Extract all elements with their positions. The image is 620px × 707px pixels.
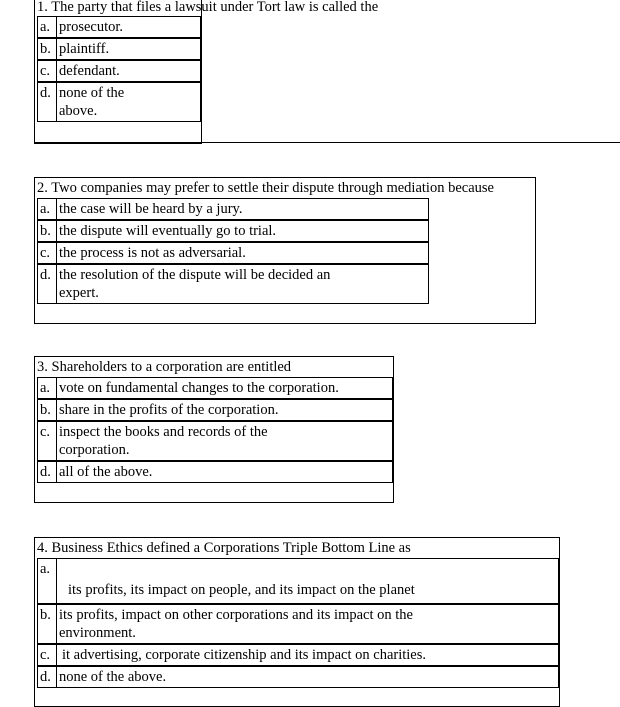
question-number: 4. [37,540,48,556]
q2-option-c[interactable] [37,242,429,264]
q4-option-a[interactable] [37,558,559,604]
question-text: Shareholders to a corporation are entitled [51,359,292,375]
option-text: defendant. [59,63,120,79]
question-text: Business Ethics defined a Corporations Triple Bottom Line as [51,540,411,556]
option-letter: d. [40,267,51,283]
q3-option-b[interactable] [37,399,393,421]
option-text-line2: above. [59,103,98,119]
option-text: its profits, its impact on people, and its impact on the planet [68,582,415,598]
option-letter: c. [40,63,51,79]
question-number: 1. [37,0,48,15]
question-number: 2. [37,180,48,196]
option-letter: a. [40,380,51,396]
q3-option-d[interactable] [37,461,393,483]
question-2-title [37,179,494,197]
option-text: share in the profits of the corporation. [59,402,279,418]
option-text: plaintiff. [59,41,110,57]
q1-option-b[interactable] [37,38,201,60]
q4-option-d[interactable] [37,666,559,688]
question-number: 3. [37,359,48,375]
option-letter: b. [40,41,51,57]
option-text-line1: its profits, impact on other corporations and its impact on the [59,607,413,623]
question-4-title [37,539,411,557]
option-text-line1: inspect the books and records of the [59,424,268,440]
option-text: the dispute will eventually go to trial. [59,223,277,239]
q4-option-c[interactable] [37,644,559,666]
option-text: prosecutor. [59,19,124,35]
option-text: all of the above. [59,464,153,480]
q1-option-d[interactable] [37,82,201,122]
option-text-line2: corporation. [59,442,130,458]
option-letter: d. [40,85,51,101]
q2-option-d[interactable] [37,264,429,304]
option-text: the case will be heard by a jury. [59,201,243,217]
question-1-title [37,0,378,16]
option-letter: b. [40,402,51,418]
q1-option-a[interactable] [37,16,201,38]
option-text-line1: none of the [59,85,125,101]
option-text-line2: environment. [59,625,136,641]
q4-option-b[interactable] [37,604,559,644]
option-letter: a. [40,561,51,577]
option-letter: c. [40,424,51,440]
q3-option-a[interactable] [37,377,393,399]
question-2 [34,177,536,324]
option-text-line2: expert. [59,285,99,301]
question-text: The party that files a lawsuit under Tort law is called the [51,0,379,15]
option-text: the process is not as adversarial. [59,245,246,261]
option-text: none of the above. [59,669,167,685]
question-text: Two companies may prefer to settle their dispute through mediation because [51,180,494,196]
option-text: it advertising, corporate citizenship and its impact on charities. [62,647,427,663]
option-letter: c. [40,647,51,663]
q1-option-c[interactable] [37,60,201,82]
option-letter: d. [40,669,51,685]
option-letter: c. [40,245,51,261]
option-letter: b. [40,607,51,623]
q2-option-a[interactable] [37,198,429,220]
option-text: vote on fundamental changes to the corporation. [59,380,339,396]
question-4 [34,537,560,707]
question-1 [34,0,379,144]
option-letter: a. [40,201,51,217]
question-3-title [37,358,291,376]
option-letter: a. [40,19,51,35]
q2-option-b[interactable] [37,220,429,242]
option-letter: d. [40,464,51,480]
option-text-line1: the resolution of the dispute will be decided an [59,267,331,283]
option-letter: b. [40,223,51,239]
q3-option-c[interactable] [37,421,393,461]
question-3 [34,356,394,503]
